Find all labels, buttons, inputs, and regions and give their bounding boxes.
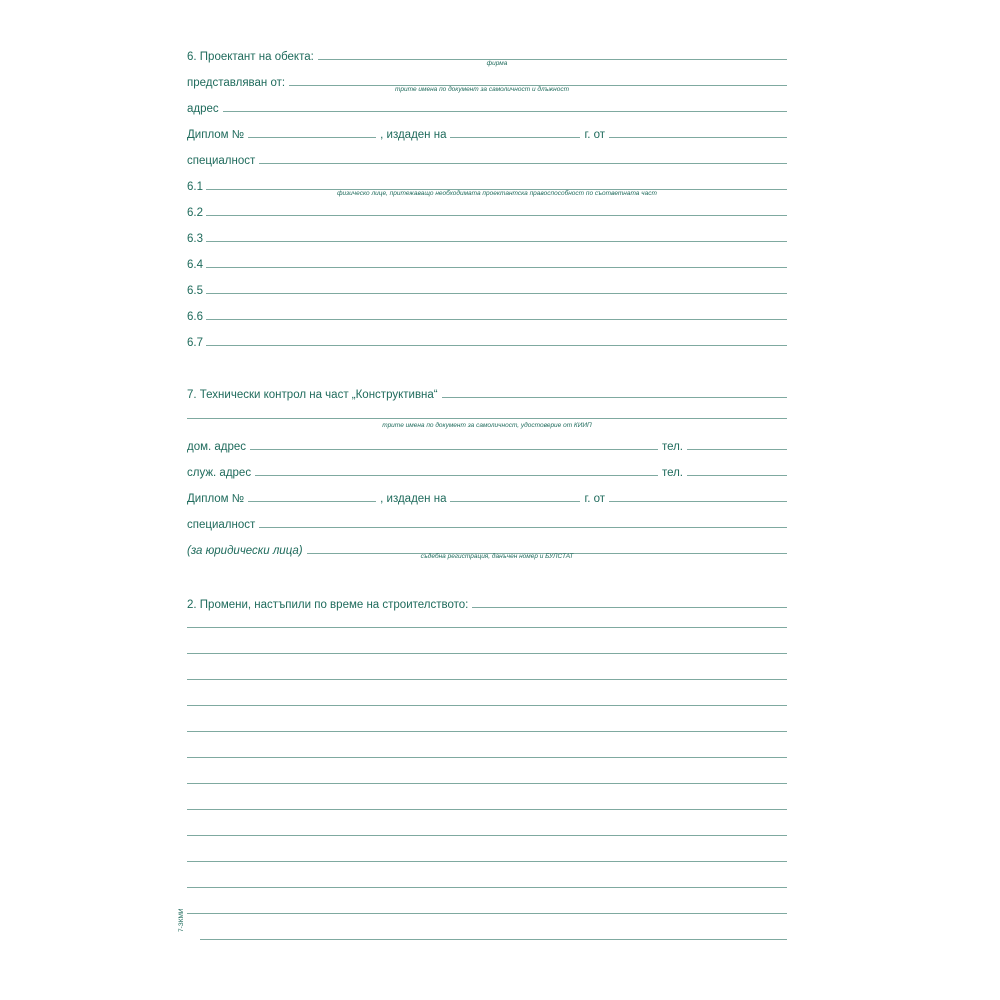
- year-label: г. от: [584, 493, 606, 505]
- legal-hint: съдебна регистрация, данъчен номер и БУЛСТАТ: [420, 553, 574, 560]
- issued-by-field[interactable]: [609, 501, 787, 502]
- changes-line[interactable]: [187, 705, 787, 706]
- work-tel-field[interactable]: [687, 475, 787, 476]
- changes-line[interactable]: [200, 939, 787, 940]
- item-field[interactable]: [206, 267, 787, 268]
- changes-title: 2. Промени, настъпили по време на строителството:: [187, 599, 469, 611]
- tech-control-title: 7. Технически контрол на част „Конструктивна“: [187, 389, 438, 401]
- item-row-6-7: [187, 326, 787, 349]
- address-field[interactable]: [223, 111, 787, 112]
- work-address-field[interactable]: [255, 475, 658, 476]
- item-field[interactable]: [206, 293, 787, 294]
- tech-names-hint: трите имена по документ за самоличност, удостоверие от КИИП: [382, 422, 592, 429]
- item-field[interactable]: [206, 241, 787, 242]
- designer-label: 6. Проектант на обекта:: [187, 51, 314, 63]
- home-address-label: дом. адрес: [187, 441, 247, 453]
- diploma-row: [187, 118, 787, 141]
- work-address-row: [187, 456, 787, 479]
- legal-entity-label: (за юридически лица): [187, 545, 303, 557]
- year-label: г. от: [584, 129, 606, 141]
- item-field[interactable]: [206, 215, 787, 216]
- diploma-number-field[interactable]: [248, 501, 376, 502]
- designer-row: [187, 40, 787, 63]
- person-hint: физическо лице, притежаващо необходимата проектантска правоспособност по съответната част: [337, 190, 657, 197]
- home-address-field[interactable]: [250, 449, 658, 450]
- home-tel-field[interactable]: [687, 449, 787, 450]
- designer-firm-field[interactable]: [318, 59, 787, 60]
- changes-line[interactable]: [187, 809, 787, 810]
- tech-diploma-row: [187, 482, 787, 505]
- changes-line[interactable]: [187, 679, 787, 680]
- issued-date-field[interactable]: [450, 137, 580, 138]
- item-row-6-3: [187, 222, 787, 245]
- item-label: 6.5: [187, 285, 203, 297]
- item-label: 6.3: [187, 233, 203, 245]
- specialty-field[interactable]: [259, 163, 787, 164]
- tel-label: тел.: [661, 467, 683, 479]
- item-label: 6.7: [187, 337, 203, 349]
- item-row-6-1: [187, 170, 787, 193]
- names-hint: трите имена по документ за самоличност и длъжност: [395, 86, 569, 93]
- diploma-label: Диплом №: [187, 129, 245, 141]
- changes-line[interactable]: [187, 653, 787, 654]
- specialty-label: специалност: [187, 519, 256, 531]
- specialty-row: [187, 144, 787, 167]
- item-label: 6.1: [187, 181, 203, 193]
- changes-field[interactable]: [472, 607, 787, 608]
- diploma-label: Диплом №: [187, 493, 245, 505]
- changes-line[interactable]: [187, 913, 787, 914]
- item-row-6-2: [187, 196, 787, 219]
- issued-label: , издаден на: [380, 493, 447, 505]
- changes-line[interactable]: [187, 783, 787, 784]
- changes-line[interactable]: [187, 887, 787, 888]
- item-row-6-4: [187, 248, 787, 271]
- home-address-row: [187, 430, 787, 453]
- changes-line[interactable]: [187, 757, 787, 758]
- tech-control-field[interactable]: [442, 397, 787, 398]
- represented-label: представляван от:: [187, 77, 286, 89]
- changes-line[interactable]: [187, 731, 787, 732]
- firm-hint: фирма: [486, 60, 508, 67]
- issued-label: , издаден на: [380, 129, 447, 141]
- item-label: 6.6: [187, 311, 203, 323]
- work-address-label: служ. адрес: [187, 467, 252, 479]
- changes-line[interactable]: [187, 627, 787, 628]
- tech-specialty-row: [187, 508, 787, 531]
- tech-control-row: [187, 378, 787, 401]
- issued-date-field[interactable]: [450, 501, 580, 502]
- changes-line[interactable]: [187, 835, 787, 836]
- item-label: 6.4: [187, 259, 203, 271]
- address-label: адрес: [187, 103, 219, 115]
- specialty-label: специалност: [187, 155, 256, 167]
- changes-line[interactable]: [187, 861, 787, 862]
- address-row: [187, 92, 787, 115]
- item-label: 6.2: [187, 207, 203, 219]
- item-row-6-6: [187, 300, 787, 323]
- tech-control-names-field[interactable]: [187, 418, 787, 419]
- form-code: 7-ЗКМИ: [178, 908, 185, 932]
- item-field[interactable]: [206, 345, 787, 346]
- item-field[interactable]: [206, 319, 787, 320]
- tel-label: тел.: [661, 441, 683, 453]
- changes-row: [187, 588, 787, 611]
- specialty-field[interactable]: [259, 527, 787, 528]
- item-row-6-5: [187, 274, 787, 297]
- represented-row: [187, 66, 787, 89]
- diploma-number-field[interactable]: [248, 137, 376, 138]
- issued-by-field[interactable]: [609, 137, 787, 138]
